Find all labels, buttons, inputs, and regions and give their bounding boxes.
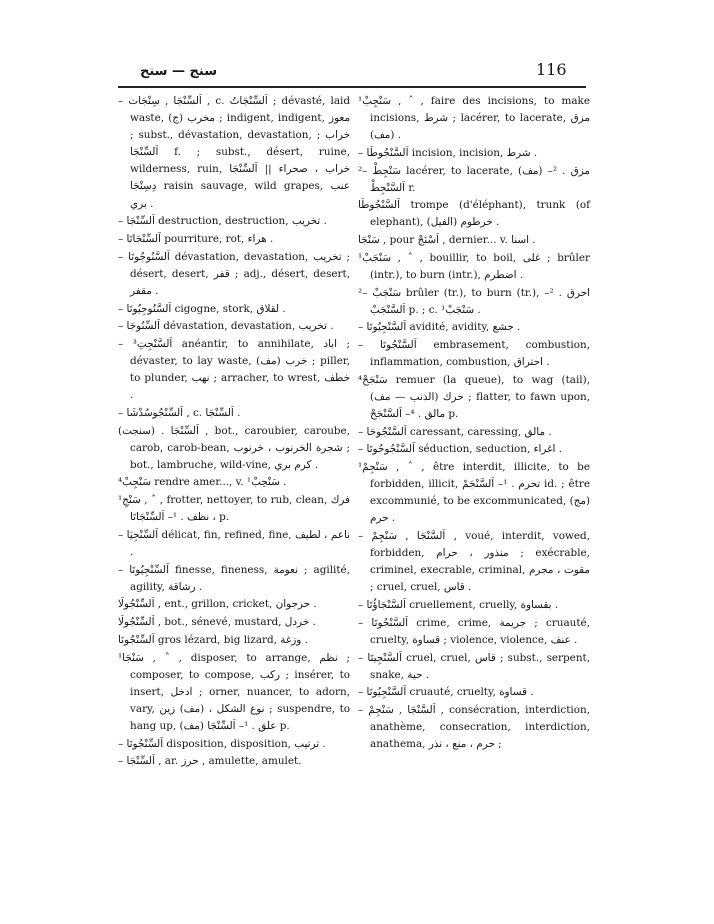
dictionary-entry: – اَلسَّنْجِيُوتَا avidité, avidity, جشع .	[358, 321, 521, 334]
dictionary-entry: ²– سَنْجَبْ brûler (tr.), to burn (tr.), احرق . ²– اَلسَّنْجَبْ p. ; c. ¹سَنْجَبْ .	[358, 286, 591, 316]
dictionary-entry: ⁴سَنْجَحْ remuer (la queue), to wag (tail), (الذنب — مف) حرك ; flatter, to fawn upon, مالق . ⁴– اَلسَّنْجَحْ p.	[358, 373, 590, 421]
dictionary-entry: اَلسِّنْجُونَا gros lézard, big lizard, وزغة .	[118, 633, 308, 646]
page-number: 116	[536, 60, 567, 79]
dictionary-entry: – اَلسَّنْجُوطَا incision, incision, شرط .	[358, 146, 538, 159]
dictionary-entry: ¹سَنْجِبْ , ˆ , faire des incisions, to make incisions, شرط ; lacérer, to lacerate, مزق (مف) .	[358, 95, 590, 142]
dictionary-entry: – اَلسِّنْجِيَا délicat, fin, refined, fine, ناعم ، لطيف .	[118, 528, 351, 558]
dictionary-entry: ¹سَنْجَبْ , ˆ , bouillir, to boil, غلى ; brûler (intr.), to burn (intr.), اضطرم .	[358, 251, 590, 281]
dictionary-entry: ²– سَنْجِطْ lacérer, to lacerate, (مف) مزق . ²– اَلسَّنْجِطْ r.	[358, 164, 590, 194]
dictionary-entry: (سنجت) . اَلسِّنْجَا , bot., caroubier, caroube, carob, carob-bean, شجرة الخرنوب ، خرنوب ; bot., lambruche, wild-vine, كرم بري .	[118, 424, 350, 471]
dictionary-entry: – اَلسَّنُوجُوتَا dévastation, devastation, تخريب ; désert, desert, قفر ; adj., désert, desert, مقفر .	[118, 250, 351, 297]
dictionary-entry: – اَلسَّنْجِتِ³ anéantir, to annihilate, اباد ; dévaster, to lay waste, (مف) خرب ; piller, to plunder, نهب ; arracher, to wrest, خطف .	[118, 337, 350, 402]
dictionary-entry: – اَلسِّنْجَا , ar. حرز , amulette, amulet.	[118, 755, 302, 768]
dictionary-entry: ¹سَنْجِمْ , ˆ , être interdit, illicite, to be forbidden, illicit, تحرم . ¹– اَلسَّنْجَمْ id. ; être excommunié, to be excommunicated, (مج) حرم .	[358, 461, 590, 525]
dictionary-entry: – اَلسَّنْجُوتَا crime, crime, جريمة ; cruauté, cruelty, قساوة ; violence, violence, عنف .	[358, 616, 590, 646]
dictionary-entry: – اَلسَّنْجُوحَا caressant, caressing, مالق .	[358, 425, 552, 438]
dictionary-entry: – اَلسَّنْجِيُوتَا cruauté, cruelty, قساوة .	[358, 686, 534, 699]
dictionary-entry: – اَلسِّنْجَاتَا pourriture, rot, هراء .	[118, 232, 274, 245]
right-column	[358, 93, 590, 754]
dictionary-entry: ¹سَنْجَا , ˆ , disposer, to arrange, نظم ; composer, to compose, ركب ; insérer, to insert, ادخل ; orner, nuancer, to adorn, vary, نوع الشكل ، (مف) زين ; suspendre, to hang up, (مف) علق . ¹– اَلسِّنْجَا p.	[118, 651, 351, 732]
dictionary-entry: – اَلسَّنْجَاؤُتَا cruellement, cruelly, بقساوة .	[358, 599, 559, 612]
dictionary-entry: ¹سَنْجِ , ˆ , frotter, nettoyer, to rub, clean, فرك ، نظف . ¹– اَلسِّنْجَاتَا p.	[118, 494, 350, 524]
dictionary-entry: اَلسِّنْجُولَا , ent., grillon, cricket, حرجوان .	[118, 598, 317, 611]
dictionary-entry: – اَلسَّنْجَا , سَنْجِمْ , voué, interdit, vowed, forbidden, منذور ، حرام ; exécrable, criminel, execrable, criminal, مقوت ، مجرم ; cruel, cruel, قاس .	[358, 530, 590, 594]
dictionary-entry: – اَلسِّنْجَا , سِنْجَات , c. اَلسِّنْجَاتُ ; dévasté, laid waste, (ج) مخرب ; indigent, indigent, معوز ; subst., dévastation, devastation, خراب ; اَلسِّنْجَا f. ; subst., désert, ruine, wilderness, ruin, خراب ، صحراء || اَلسِّنْجَا دِسِنْجَا raisin sauvage, wild grapes, عنب بري .	[118, 95, 351, 210]
dictionary-entry: – اَلسَّنْجِيتَا cruel, cruel, قاس ; subst., serpent, snake, حية .	[358, 651, 590, 681]
dictionary-entry: – اَلسِّنْجُوتَا disposition, disposition, ترتيب .	[118, 737, 326, 750]
dictionary-entry: ⁴سَنْجِبْ rendre amer..., v. ¹سَنْحِبْ .	[118, 476, 287, 489]
dictionary-entry: – اَلسِّنْجَا destruction, destruction, تخريب .	[118, 215, 327, 228]
dictionary-entry: – اَلسَّنْجُوحُوتَا séduction, seduction, اغراء .	[358, 443, 563, 456]
dictionary-entry: – اَلسِّنْجِيُوتَا finesse, fineness, نعومة ; agilité, agility, رشاقة .	[118, 563, 350, 593]
dictionary-entry: – اَلسَّنُوجِيُوتَا cigogne, stork, لقلاق .	[118, 302, 286, 315]
dictionary-entry: اَلسِّنْجُولَا , bot., sénevé, mustard, خردل .	[118, 616, 316, 629]
dictionary-entry: اَلسَّنْجُوطَا trompe (d'éléphant), trunk (of elephant), (الفيل) خرطوم .	[358, 199, 590, 229]
dictionary-entry: – اَلسِّنُوجَا dévastation, devastation, تخريب .	[118, 320, 334, 333]
dictionary-entry: سَنْجَا , pour اَسْنَجْ , dernier... v. اسنا .	[358, 234, 536, 247]
dictionary-entry: – اَلسَّنْجَا , سَنْجِمْ , consécration, interdiction, anathème, consecration, interdiction, anathema, حرم ، منع ، نذر ;	[358, 703, 591, 751]
running-head: سنج — سنح	[140, 64, 217, 79]
header-rule	[118, 86, 586, 88]
left-column	[118, 93, 350, 771]
dictionary-entry: – اَلسَّنْجُوتَا embrasement, combustion, inflammation, combustion, احتراق .	[358, 339, 591, 369]
dictionary-entry: – اَلسِّنْجُوسُدْشَا , c. اَلسِّنْجَا .	[118, 406, 241, 419]
